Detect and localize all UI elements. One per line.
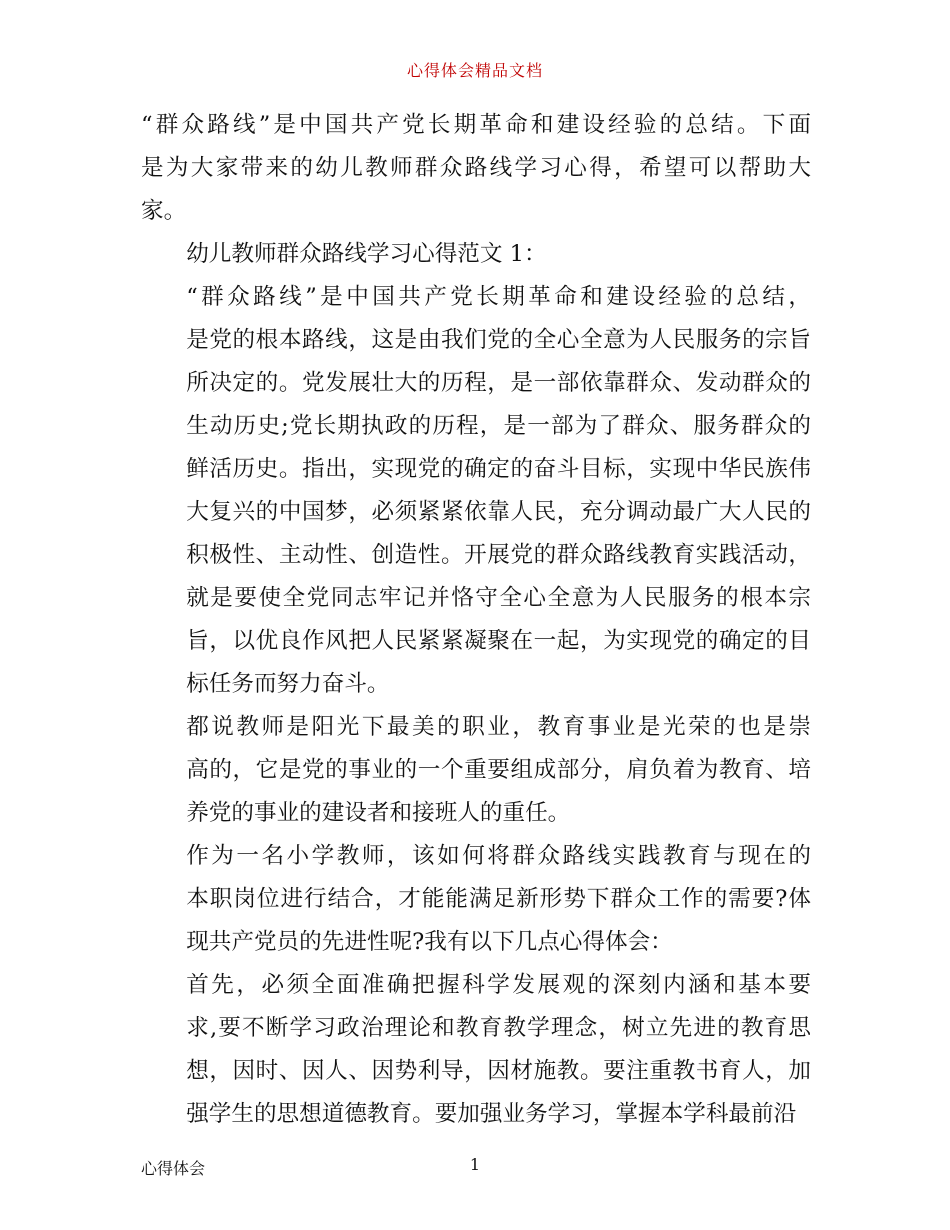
text-line: 标任务而努力奋斗。 (186, 671, 390, 697)
paragraph (141, 835, 811, 964)
paragraph (141, 276, 811, 706)
text-line: 现共产党员的先进性呢?我有以下几点心得体会： (186, 929, 673, 955)
text-line: 是为大家带来的幼儿教师群众路线学习心得，希望可以帮助大 (141, 155, 811, 181)
paragraph (141, 104, 811, 233)
text-line: 首先，必须全面准确把握科学发展观的深刻内涵和基本要 (186, 972, 811, 998)
text-line: 作为一名小学教师，该如何将群众路线实践教育与现在的 (186, 843, 811, 869)
footer-label: 心得体会 (141, 1159, 206, 1178)
text-line: 家。 (141, 198, 187, 224)
paragraph (141, 706, 811, 835)
document-body (141, 104, 811, 1136)
document-header-title: 心得体会精品文档 (406, 61, 543, 80)
text-line: “群众路线”是中国共产党长期革命和建设经验的总结， (186, 284, 811, 310)
text-line: 鲜活历史。指出，实现党的确定的奋斗目标，实现中华民族伟 (186, 456, 811, 482)
text-line: 就是要使全党同志牢记并恪守全心全意为人民服务的根本宗 (186, 585, 811, 611)
text-line: 幼儿教师群众路线学习心得范文 1： (186, 241, 547, 267)
text-line: 旨，以优良作风把人民紧紧凝聚在一起，为实现党的确定的目 (186, 628, 811, 654)
text-line: 养党的事业的建设者和接班人的重任。 (186, 800, 571, 826)
page-number: 1 (469, 1155, 481, 1174)
text-line: 想，因时、因人、因势利导，因材施教。要注重教书育人，加 (186, 1058, 811, 1084)
text-line: 生动历史;党长期执政的历程，是一部为了群众、服务群众的 (186, 413, 811, 439)
text-line: 大复兴的中国梦，必须紧紧依靠人民，充分调动最广大人民的 (186, 499, 811, 525)
paragraph (141, 233, 811, 276)
paragraph (141, 964, 811, 1136)
text-line: 高的，它是党的事业的一个重要组成部分，肩负着为教育、培 (186, 757, 811, 783)
text-line: 都说教师是阳光下最美的职业，教育事业是光荣的也是崇 (186, 714, 811, 740)
text-line: 强学生的思想道德教育。要加强业务学习，掌握本学科最前沿 (186, 1101, 797, 1127)
text-line: 求,要不断学习政治理论和教育教学理念，树立先进的教育思 (186, 1015, 811, 1041)
text-line: “群众路线”是中国共产党长期革命和建设经验的总结。下面 (141, 112, 811, 138)
text-line: 是党的根本路线，这是由我们党的全心全意为人民服务的宗旨 (186, 327, 811, 353)
text-line: 本职岗位进行结合，才能能满足新形势下群众工作的需要?体 (186, 886, 811, 912)
text-line: 积极性、主动性、创造性。开展党的群众路线教育实践活动， (186, 542, 811, 568)
text-line: 所决定的。党发展壮大的历程，是一部依靠群众、发动群众的 (186, 370, 811, 396)
